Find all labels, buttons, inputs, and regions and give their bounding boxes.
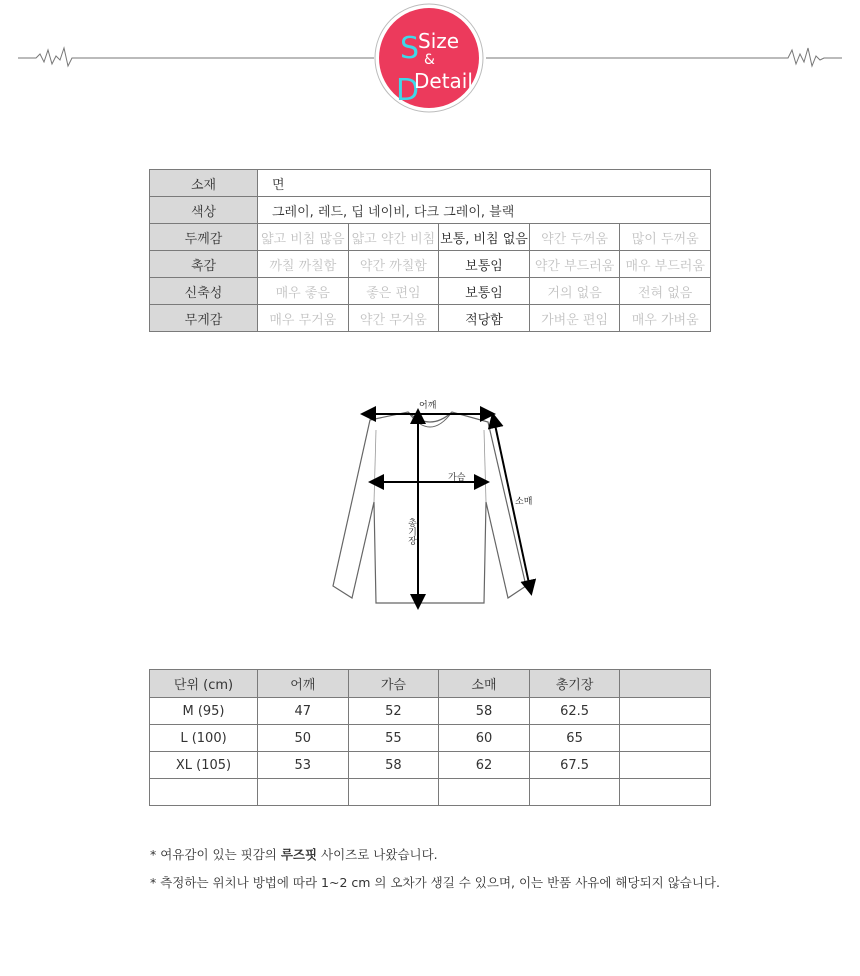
spec-row-stretch (150, 278, 711, 305)
size-cell (620, 752, 711, 779)
scale-option-selected: 보통임 (439, 278, 530, 305)
spec-label: 두께감 (150, 224, 258, 251)
size-row (150, 779, 711, 806)
scale-option: 약간 부드러움 (529, 251, 620, 278)
note-fit-post: 사이즈로 나왔습니다. (317, 847, 438, 862)
badge-s-letter: S (400, 31, 420, 66)
size-cell (620, 725, 711, 752)
scale-option: 많이 두꺼움 (620, 224, 711, 251)
spec-label: 신축성 (150, 278, 258, 305)
size-cell: 58 (348, 752, 439, 779)
scale-option: 매우 가벼움 (620, 305, 711, 332)
size-cell: 58 (439, 698, 530, 725)
size-header-length: 총기장 (529, 670, 620, 698)
note-fit-pre: * 여유감이 있는 핏감의 (150, 847, 281, 862)
size-cell: 52 (348, 698, 439, 725)
spec-label: 촉감 (150, 251, 258, 278)
size-cell: M (95) (150, 698, 258, 725)
spec-row-touch (150, 251, 711, 278)
size-cell: 65 (529, 725, 620, 752)
scale-option: 가벼운 편임 (529, 305, 620, 332)
size-header-row (150, 670, 711, 698)
scale-option: 까칠 까칠함 (258, 251, 349, 278)
badge-line1: Size (418, 29, 460, 53)
size-row (150, 698, 711, 725)
size-cell: 53 (258, 752, 349, 779)
shirt-outline (333, 412, 526, 603)
size-cell (620, 779, 711, 806)
size-cell: XL (105) (150, 752, 258, 779)
spec-row-color (150, 197, 711, 224)
scale-option: 매우 무거움 (258, 305, 349, 332)
scale-option: 거의 없음 (529, 278, 620, 305)
size-cell: 55 (348, 725, 439, 752)
scale-option: 좋은 편임 (348, 278, 439, 305)
scale-option: 얇고 비침 많음 (258, 224, 349, 251)
size-cell (348, 779, 439, 806)
size-cell: 60 (439, 725, 530, 752)
size-cell (150, 779, 258, 806)
size-row (150, 752, 711, 779)
label-sleeve: 소매 (515, 497, 533, 507)
spec-label: 소재 (150, 170, 258, 197)
size-cell: 62.5 (529, 698, 620, 725)
spec-value: 그레이, 레드, 딥 네이비, 다크 그레이, 블랙 (258, 197, 711, 224)
spec-row-thickness (150, 224, 711, 251)
size-header-empty (620, 670, 711, 698)
scale-option: 매우 좋음 (258, 278, 349, 305)
size-cell: 50 (258, 725, 349, 752)
badge-line2: Detail (414, 69, 473, 93)
garment-diagram (330, 390, 540, 614)
long-sleeve-tee-illustration (330, 390, 540, 610)
spec-label: 무게감 (150, 305, 258, 332)
note-fit (150, 845, 438, 863)
note-tolerance: * 측정하는 위치나 방법에 따라 1~2 cm 의 오차가 생길 수 있으며, 이는 반품 사유에 해당되지 않습니다. (150, 875, 720, 890)
scale-option: 얇고 약간 비침 (348, 224, 439, 251)
scale-option: 전혀 없음 (620, 278, 711, 305)
spec-row-material (150, 170, 711, 197)
scale-option-selected: 보통임 (439, 251, 530, 278)
scale-option: 약간 까칠함 (348, 251, 439, 278)
spec-value: 면 (258, 170, 711, 197)
size-row (150, 725, 711, 752)
size-header-shoulder: 어깨 (258, 670, 349, 698)
badge-d-letter: D (396, 73, 420, 108)
scale-option: 약간 무거움 (348, 305, 439, 332)
size-cell (529, 779, 620, 806)
scale-option-selected: 적당함 (439, 305, 530, 332)
size-cell: 67.5 (529, 752, 620, 779)
size-cell (258, 779, 349, 806)
size-header-unit: 단위 (cm) (150, 670, 258, 698)
note-fit-bold: 루즈핏 (280, 847, 318, 862)
size-table (149, 669, 711, 806)
size-cell: 47 (258, 698, 349, 725)
spec-row-weight (150, 305, 711, 332)
size-cell (620, 698, 711, 725)
label-shoulder: 어깨 (419, 401, 437, 411)
size-header-chest: 가슴 (348, 670, 439, 698)
scale-option-selected: 보통, 비침 없음 (439, 224, 530, 251)
size-header-sleeve: 소매 (439, 670, 530, 698)
scale-option: 매우 부드러움 (620, 251, 711, 278)
size-cell: 62 (439, 752, 530, 779)
spec-label: 색상 (150, 197, 258, 224)
fabric-spec-table (149, 169, 711, 332)
label-chest: 가슴 (448, 473, 466, 483)
size-cell (439, 779, 530, 806)
scale-option: 약간 두꺼움 (529, 224, 620, 251)
size-detail-badge (374, 3, 484, 113)
size-cell: L (100) (150, 725, 258, 752)
badge-ampersand: & (424, 52, 435, 68)
label-length: 총기장 (406, 518, 416, 545)
